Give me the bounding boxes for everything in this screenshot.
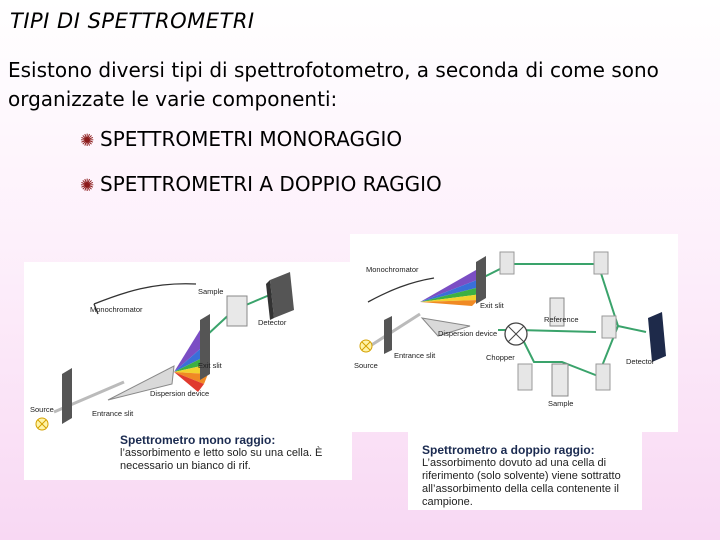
label-dispersion-device: Dispersion device: [150, 389, 210, 398]
label-sample: Sample: [548, 399, 574, 408]
double-beam-caption: [422, 444, 636, 509]
double-beam-caption-box: [408, 432, 642, 510]
intro-paragraph: Esistono diversi tipi di spettrofotometro, a seconda di come sono organizzate le varie componenti:: [8, 58, 659, 111]
label-sample: Sample: [198, 287, 224, 296]
bullet-prefix: SPETTROMETRI: [100, 127, 260, 151]
label-monochromator: Monochromator: [90, 305, 143, 314]
label-exit-slit: Exit slit: [480, 301, 504, 310]
label-source: Source: [354, 361, 378, 370]
label-dispersion-device: Dispersion device: [438, 329, 498, 338]
double-beam-diagram: [350, 234, 678, 432]
single-beam-diagram: [24, 262, 352, 480]
sunburst-icon: ✺: [80, 131, 95, 151]
caption-title: Spettrometro a doppio raggio:: [422, 443, 595, 457]
caption-text: L’assorbimento dovuto ad una cella di riferimento (solo solvente) viene sottratto all’assorbimento della cella contenente il campione.: [422, 457, 621, 508]
caption-text: l’assorbimento e letto solo su una cella. È necessario un bianco di rif.: [120, 447, 323, 472]
label-exit-slit: Exit slit: [198, 361, 222, 370]
label-entrance-slit: Entrance slit: [394, 351, 436, 360]
label-detector: Detector: [258, 318, 287, 327]
label-reference: Reference: [544, 315, 579, 324]
caption-title: Spettrometro mono raggio:: [120, 433, 276, 447]
bullet-prefix: SPETTROMETRI A: [100, 172, 280, 196]
bullet-emphasis: DOPPIO RAGGIO: [279, 172, 442, 196]
sunburst-icon: ✺: [80, 176, 95, 196]
label-detector: Detector: [626, 357, 655, 366]
bullet-single-beam: [80, 127, 402, 151]
label-chopper: Chopper: [486, 353, 515, 362]
label-source: Source: [30, 405, 54, 414]
label-monochromator: Monochromator: [366, 265, 419, 274]
bullet-double-beam: [80, 172, 442, 196]
bullet-emphasis: MONORAGGIO: [259, 127, 403, 151]
label-entrance-slit: Entrance slit: [92, 409, 134, 418]
slide-title: TIPI DI SPETTROMETRI: [10, 9, 255, 33]
single-beam-caption: [120, 434, 344, 473]
